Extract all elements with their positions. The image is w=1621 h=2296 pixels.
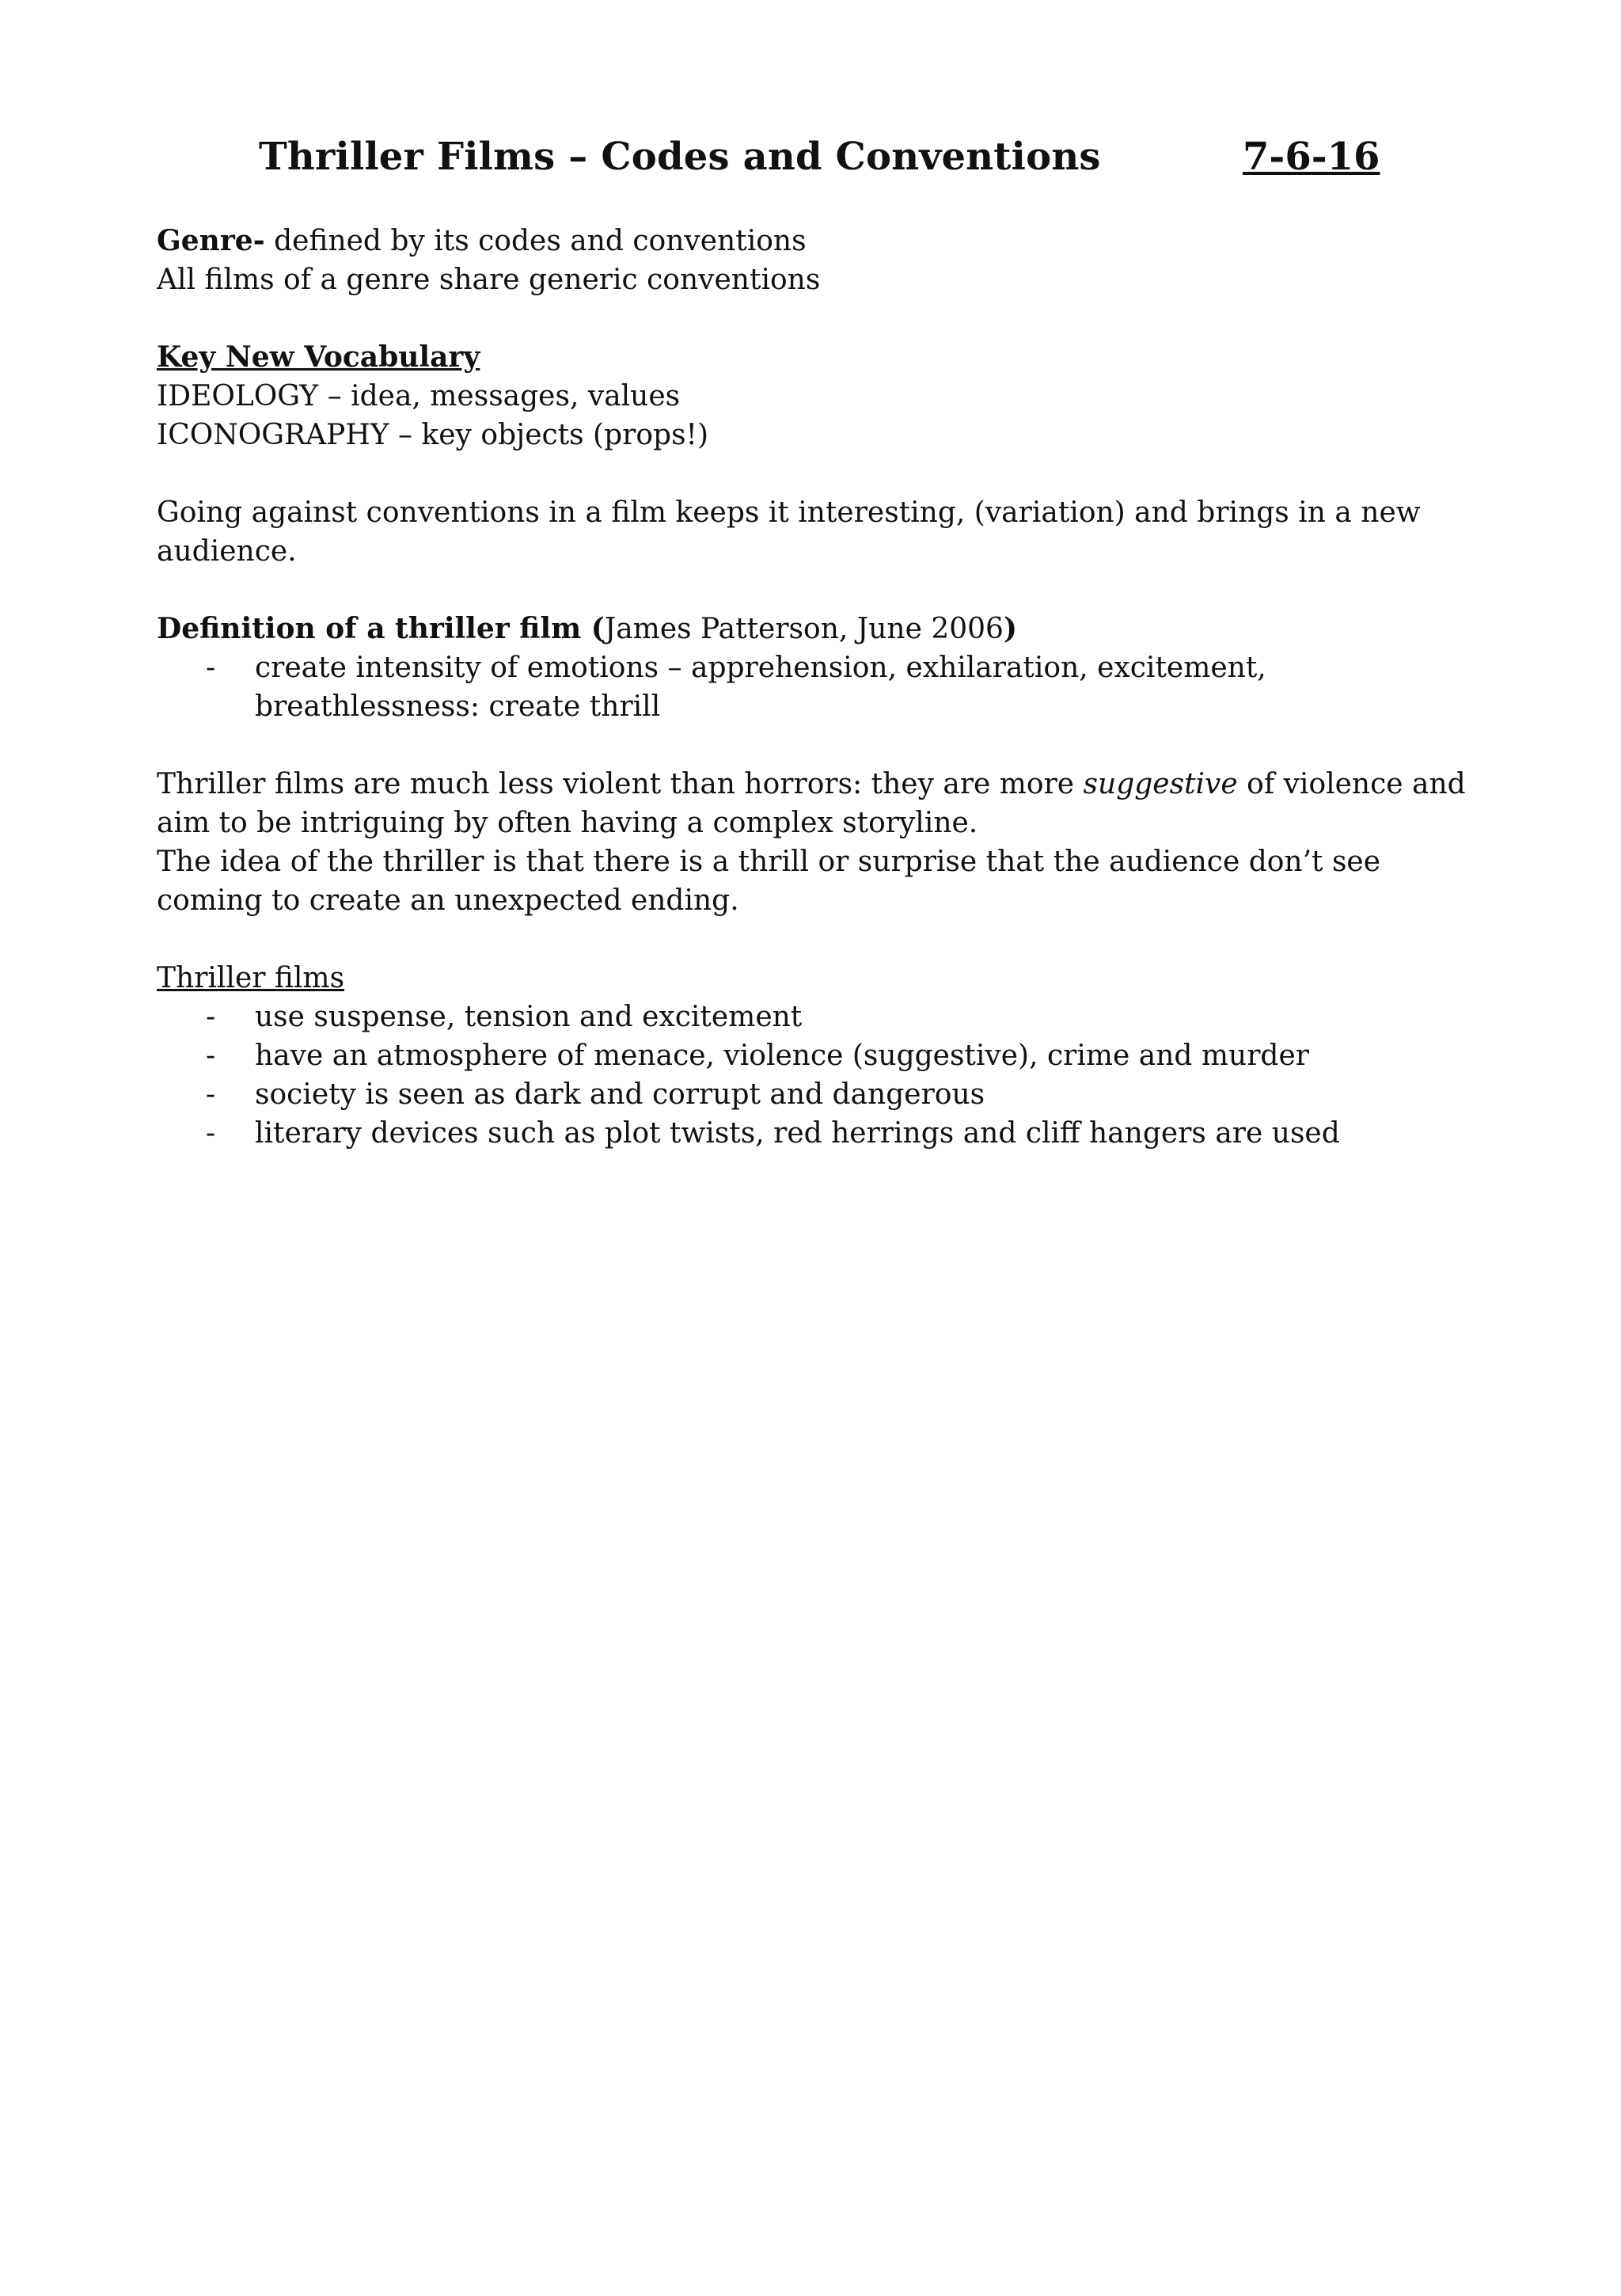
genre-line [157,222,1486,260]
definition-heading-close: ) [1003,612,1017,645]
document-body [157,222,1486,1153]
bullet-dash: - [206,652,216,684]
list-item-text: literary devices such as plot twists, red herrings and cliff hangers are used [255,1117,1340,1150]
list-item [157,1114,1486,1153]
spacer [157,571,1486,610]
definition-heading [157,610,1486,648]
list-item [157,648,1486,726]
document-date: 7-6-16 [1243,135,1380,179]
list-item-text: society is seen as dark and corrupt and dangerous [255,1078,985,1111]
list-item [157,998,1486,1036]
spacer [157,454,1486,493]
vocabulary-heading: Key New Vocabulary [157,340,480,374]
list-item [157,1036,1486,1075]
document-title: Thriller Films – Codes and Conventions [259,135,1101,179]
list-item-text: use suspense, tension and excitement [255,1001,803,1033]
vocabulary-term-ideology: IDEOLOGY – idea, messages, values [157,380,681,412]
spacer [157,726,1486,765]
conventions-paragraph: Going against conventions in a film keeps it interesting, (variation) and brings in a new audience. [157,496,1421,568]
bullet-dash: - [206,1117,216,1150]
list-item-text: have an atmosphere of menace, violence (suggestive), crime and murder [255,1040,1309,1072]
genre-definition: defined by its codes and conventions [264,225,807,257]
list-item-text: create intensity of emotions – apprehension, exhilaration, excitement, breathlessness: create thrill [255,652,1266,723]
violence-paragraph-end: of violence and aim to be intriguing by often having a complex storyline. [157,768,1466,839]
violence-paragraph-start: Thriller films are much less violent than horrors: they are more [157,768,1084,800]
definition-source: James Patterson, June 2006 [604,613,1004,645]
violence-paragraph [157,765,1486,842]
spacer [157,299,1486,338]
definition-bullet-list [157,648,1486,726]
bullet-dash: - [206,1040,216,1072]
definition-heading-label: Definition of a thriller film ( [157,612,605,645]
idea-paragraph: The idea of the thriller is that there is a thrill or surprise that the audience don’t see coming to create an unexpected ending. [157,846,1381,917]
list-item [157,1075,1486,1114]
spacer [157,920,1486,959]
vocabulary-term-iconography: ICONOGRAPHY – key objects (props!) [157,419,709,451]
violence-paragraph-emphasis: suggestive [1083,768,1238,800]
thriller-films-heading: Thriller films [157,962,345,994]
genre-label: Genre- [157,224,265,257]
thriller-films-bullet-list [157,998,1486,1153]
genre-line-2: All films of a genre share generic conventions [157,264,821,296]
bullet-dash: - [206,1078,216,1111]
bullet-dash: - [206,1001,216,1033]
